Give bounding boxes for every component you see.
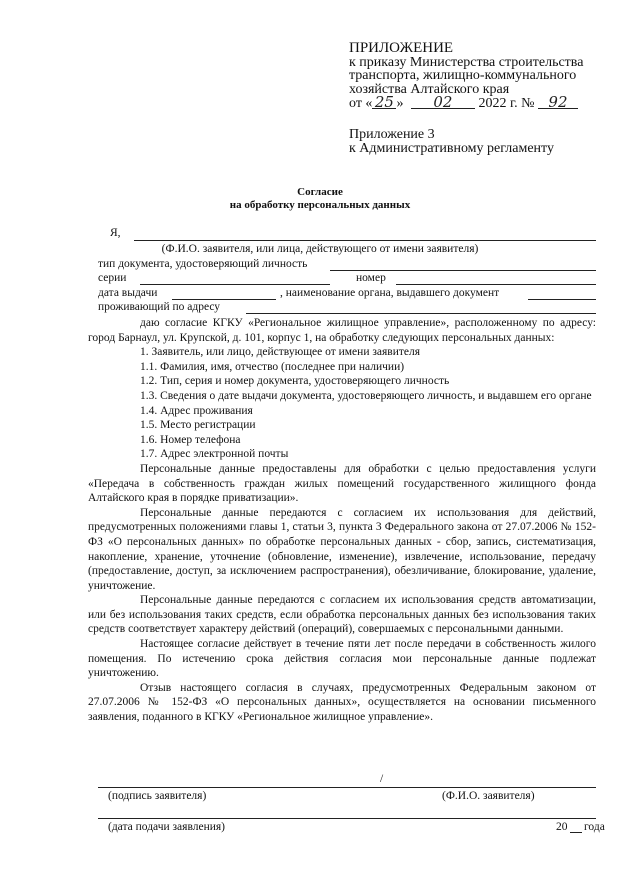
appendix-line-3: хозяйства Алтайского края — [349, 81, 510, 97]
list-item: 1.3. Сведения о дате выдачи документа, удостоверяющего личность, и выдавшем его органе — [140, 389, 592, 402]
document-title — [0, 186, 640, 212]
date-line — [98, 818, 596, 819]
consent-body — [88, 316, 596, 725]
address-label: проживающий по адресу — [98, 301, 221, 313]
term-paragraph: Настоящее согласие действует в течение пяти лет после передачи в собственность жилого помещения. По истечению срока действия согласия мои персональные данные подлежат уничтожению. — [88, 638, 596, 680]
annex-line-1: Приложение 3 — [349, 127, 435, 142]
list-item: 1.2. Тип, серия и номер документа, удостоверяющего личность — [140, 375, 450, 388]
annex-block — [349, 128, 554, 155]
title-line-1: Согласие — [297, 186, 343, 198]
year-text: 2022 г. № — [478, 96, 535, 111]
address-line — [246, 313, 596, 314]
means-paragraph: Персональные данные передаются с согласием их использования средств автоматизации, или без использования таких средств, если обработка персональных данных без использования таких средств соответствует характеру действий (операций), совершаемых с персональными данными. — [88, 594, 596, 636]
issue-date-label: дата выдачи — [98, 287, 158, 299]
signature-caption: (подпись заявителя) — [108, 790, 207, 802]
number-label: номер — [356, 272, 386, 284]
fio-caption: (Ф.И.О. заявителя, или лица, действующего от имени заявителя) — [161, 243, 479, 255]
signature-separator: / — [380, 773, 384, 785]
title-line-2: на обработку персональных данных — [229, 199, 411, 211]
appendix-line-1: к приказу Министерства строительства — [349, 54, 584, 70]
fio-line — [134, 240, 596, 241]
purpose-paragraph: Персональные данные предоставлены для обработки с целью предоставления услуги «Передача в собственность граждан жилых помещений государственного жилищного фонда Алтайского края в порядке приватизации». — [88, 462, 596, 505]
fio-signature-caption: (Ф.И.О. заявителя) — [442, 790, 535, 802]
revoke-paragraph: Отзыв настоящего согласия в случаях, предусмотренных Федеральным законом от 27.07.2006 № 152-ФЗ «О персональных данных», осуществляется на основании письменного заявления, поданного в КГКУ «Региональное жилищное управление». — [88, 681, 596, 724]
order-number: 92 — [538, 96, 578, 109]
order-month: 02 — [411, 96, 475, 109]
appendix-block — [349, 42, 583, 111]
date-prefix: от « — [349, 96, 373, 111]
issuer-label: , наименование органа, выдавшего документ — [280, 287, 500, 299]
i-label: Я, — [110, 227, 121, 239]
list-item: 1.6. Номер телефона — [140, 433, 241, 446]
issuer-line — [528, 299, 596, 300]
series-label: серии — [98, 272, 127, 284]
series-line — [140, 284, 330, 285]
signature-line — [98, 787, 596, 788]
date-caption: (дата подачи заявления) — [108, 821, 225, 833]
date-mid: » — [396, 96, 404, 111]
annex-line-2: к Административному регламенту — [349, 140, 554, 156]
appendix-date-line — [349, 93, 583, 111]
doc-type-label: тип документа, удостоверяющий личность — [98, 258, 308, 270]
year-prefix: 20 — [556, 821, 568, 833]
appendix-title: ПРИЛОЖЕНИЕ — [349, 40, 454, 56]
actions-paragraph: Персональные данные передаются с согласием их использования для действий, предусмотренных положениями главы 1, статьи 3, пункта 3 Федерального закона от 27.07.2006 № 152-ФЗ «О персональных данных» по обработке персональных данных - сбор, запись, систематизация, накопление, хранение, уточнение (обновление, изменение), извлечение, использование, передачу (предоставление, доступ, за исключением распространения), обезличивание, блокирование, удаление, уничтожение. — [88, 506, 596, 592]
list-item: 1.4. Адрес проживания — [140, 404, 253, 417]
number-line — [396, 284, 596, 285]
year-blank-line — [570, 832, 582, 833]
list-item: 1. Заявитель, или лицо, действующее от имени заявителя — [140, 346, 421, 359]
consent-intro: даю согласие КГКУ «Региональное жилищное управление», расположенному по адресу: город Барнаул, ул. Крупской, д. 101, корпус 1, на обработку следующих персональных данных: — [88, 317, 596, 344]
appendix-line-2: транспорта, жилищно-коммунального — [349, 68, 577, 83]
list-item: 1.5. Место регистрации — [140, 419, 256, 432]
list-item: 1.7. Адрес электронной почты — [140, 448, 289, 461]
year-suffix: года — [584, 821, 605, 833]
order-day: 25 — [372, 96, 396, 109]
list-item: 1.1. Фамилия, имя, отчество (последнее при наличии) — [140, 360, 405, 373]
